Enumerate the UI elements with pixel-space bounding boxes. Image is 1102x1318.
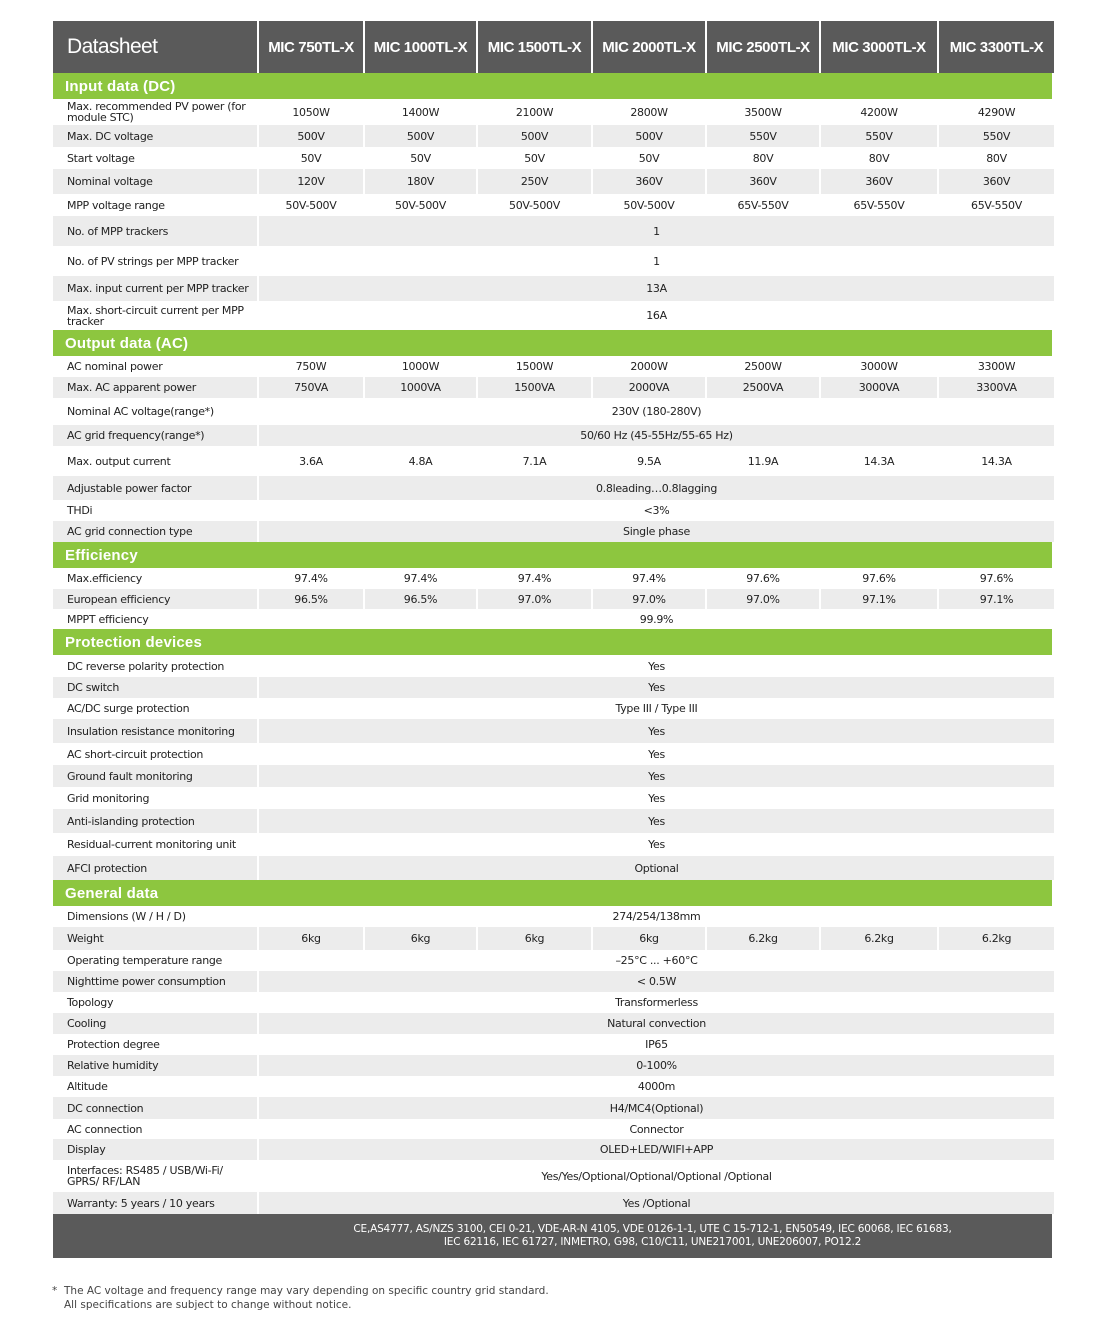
spec-label: Dimensions (W / H / D) bbox=[53, 906, 257, 927]
spec-value-all-models: 274/254/138mm bbox=[259, 906, 1054, 927]
spec-label: AC short-circuit protection bbox=[53, 743, 257, 765]
spec-row bbox=[53, 1119, 1052, 1139]
spec-row bbox=[53, 216, 1052, 246]
spec-value: 3000VA bbox=[821, 377, 937, 398]
spec-label: Interfaces: RS485 / USB/Wi-Fi/ GPRS/ RF/LAN bbox=[53, 1160, 257, 1192]
spec-label: Relative humidity bbox=[53, 1055, 257, 1076]
spec-value-all-models: H4/MC4(Optional) bbox=[259, 1097, 1054, 1119]
spec-label: AC nominal power bbox=[53, 356, 257, 377]
spec-value: 6kg bbox=[259, 927, 363, 950]
spec-value: 1500VA bbox=[478, 377, 591, 398]
spec-row bbox=[53, 950, 1052, 971]
spec-label: Max. recommended PV power (for module STC) bbox=[53, 99, 257, 125]
spec-value-all-models: OLED+LED/WIFI+APP bbox=[259, 1139, 1054, 1160]
model-header: MIC 3300TL-X bbox=[939, 21, 1054, 73]
spec-value: 360V bbox=[821, 169, 937, 194]
spec-label: Insulation resistance monitoring bbox=[53, 719, 257, 743]
spec-row bbox=[53, 246, 1052, 276]
spec-value-all-models: 13A bbox=[259, 276, 1054, 301]
spec-value: 2000VA bbox=[593, 377, 705, 398]
spec-value: 3300W bbox=[939, 356, 1054, 377]
spec-row bbox=[53, 765, 1052, 787]
spec-label: Display bbox=[53, 1139, 257, 1160]
spec-value: 750W bbox=[259, 356, 363, 377]
spec-label: Warranty: 5 years / 10 years bbox=[53, 1192, 257, 1214]
spec-row bbox=[53, 398, 1052, 425]
spec-label: No. of MPP trackers bbox=[53, 216, 257, 246]
spec-value-all-models: 1 bbox=[259, 216, 1054, 246]
spec-row bbox=[53, 1097, 1052, 1119]
spec-value: 4.8A bbox=[365, 446, 476, 476]
spec-value: 6kg bbox=[593, 927, 705, 950]
spec-label: MPPT efficiency bbox=[53, 609, 257, 629]
spec-value: 500V bbox=[593, 125, 705, 147]
spec-row bbox=[53, 301, 1052, 330]
spec-value: 50V-500V bbox=[593, 194, 705, 216]
model-header: MIC 1500TL-X bbox=[478, 21, 591, 73]
spec-label: Nominal AC voltage(range*) bbox=[53, 398, 257, 425]
spec-label: DC connection bbox=[53, 1097, 257, 1119]
spec-label: Protection degree bbox=[53, 1034, 257, 1055]
section-heading: Input data (DC) bbox=[53, 73, 1052, 99]
spec-label: Weight bbox=[53, 927, 257, 950]
spec-value: 97.6% bbox=[821, 568, 937, 589]
spec-row bbox=[53, 500, 1052, 521]
spec-value: 65V-550V bbox=[707, 194, 819, 216]
spec-value: 2500W bbox=[707, 356, 819, 377]
spec-row bbox=[53, 1055, 1052, 1076]
spec-row bbox=[53, 1139, 1052, 1160]
spec-label: Ground fault monitoring bbox=[53, 765, 257, 787]
spec-row bbox=[53, 971, 1052, 992]
spec-value: 1400W bbox=[365, 99, 476, 125]
spec-row bbox=[53, 1192, 1052, 1214]
spec-row bbox=[53, 377, 1052, 398]
spec-value: 4200W bbox=[821, 99, 937, 125]
certifications-line-1: CE,AS4777, AS/NZS 3100, CEI 0-21, VDE-AR-N 4105, VDE 0126-1-1, UTE C 15-712-1, EN50549, IEC 60068, IEC 61683, bbox=[353, 1223, 952, 1235]
spec-value: 80V bbox=[821, 147, 937, 169]
spec-value: 11.9A bbox=[707, 446, 819, 476]
spec-value: 97.1% bbox=[821, 589, 937, 609]
spec-value: 120V bbox=[259, 169, 363, 194]
spec-value-all-models: Yes bbox=[259, 677, 1054, 698]
spec-value: 6.2kg bbox=[939, 927, 1054, 950]
model-header: MIC 1000TL-X bbox=[365, 21, 476, 73]
spec-value: 50V-500V bbox=[478, 194, 591, 216]
spec-value: 97.4% bbox=[365, 568, 476, 589]
spec-label: DC reverse polarity protection bbox=[53, 655, 257, 677]
spec-value: 50V bbox=[259, 147, 363, 169]
spec-value-all-models: 1 bbox=[259, 246, 1054, 276]
spec-value-all-models: Yes bbox=[259, 833, 1054, 856]
spec-value: 97.4% bbox=[593, 568, 705, 589]
spec-row bbox=[53, 927, 1052, 950]
spec-value: 97.1% bbox=[939, 589, 1054, 609]
section-heading: Output data (AC) bbox=[53, 330, 1052, 356]
spec-value: 1500W bbox=[478, 356, 591, 377]
spec-value-all-models: Yes bbox=[259, 787, 1054, 809]
spec-value-all-models: Type III / Type III bbox=[259, 698, 1054, 719]
spec-row bbox=[53, 446, 1052, 476]
spec-value-all-models: 0-100% bbox=[259, 1055, 1054, 1076]
spec-value: 3000W bbox=[821, 356, 937, 377]
spec-row bbox=[53, 743, 1052, 765]
datasheet-title: Datasheet bbox=[53, 21, 257, 73]
model-header: MIC 2500TL-X bbox=[707, 21, 819, 73]
section-heading: Efficiency bbox=[53, 542, 1052, 568]
spec-value: 550V bbox=[707, 125, 819, 147]
spec-label: Anti-islanding protection bbox=[53, 809, 257, 833]
footnote-line-2: All specifications are subject to change without notice. bbox=[64, 1299, 352, 1311]
spec-value: 6.2kg bbox=[707, 927, 819, 950]
spec-label: Nighttime power consumption bbox=[53, 971, 257, 992]
spec-row bbox=[53, 99, 1052, 125]
spec-value-all-models: Single phase bbox=[259, 521, 1054, 542]
spec-row bbox=[53, 992, 1052, 1013]
spec-value: 500V bbox=[365, 125, 476, 147]
spec-label: Topology bbox=[53, 992, 257, 1013]
spec-label: THDi bbox=[53, 500, 257, 521]
spec-value: 2000W bbox=[593, 356, 705, 377]
spec-value: 1050W bbox=[259, 99, 363, 125]
spec-value: 500V bbox=[259, 125, 363, 147]
spec-value-all-models: Yes bbox=[259, 655, 1054, 677]
spec-value: 97.0% bbox=[593, 589, 705, 609]
spec-value-all-models: Yes /Optional bbox=[259, 1192, 1054, 1214]
spec-value: 750VA bbox=[259, 377, 363, 398]
spec-value: 550V bbox=[821, 125, 937, 147]
spec-value: 7.1A bbox=[478, 446, 591, 476]
spec-row bbox=[53, 276, 1052, 301]
spec-value: 2100W bbox=[478, 99, 591, 125]
certifications-footer bbox=[53, 1214, 1052, 1258]
spec-row bbox=[53, 833, 1052, 856]
spec-value: 6kg bbox=[365, 927, 476, 950]
spec-value-all-models: 16A bbox=[259, 301, 1054, 330]
spec-row bbox=[53, 809, 1052, 833]
spec-value: 97.6% bbox=[939, 568, 1054, 589]
spec-row bbox=[53, 1034, 1052, 1055]
spec-label: Altitude bbox=[53, 1076, 257, 1097]
footnote-star: * bbox=[52, 1285, 58, 1297]
spec-value: 50V-500V bbox=[365, 194, 476, 216]
spec-label: Max.efficiency bbox=[53, 568, 257, 589]
spec-row bbox=[53, 589, 1052, 609]
spec-value-all-models: Yes bbox=[259, 719, 1054, 743]
datasheet bbox=[53, 21, 1052, 1258]
spec-value: 2500VA bbox=[707, 377, 819, 398]
spec-label: European efficiency bbox=[53, 589, 257, 609]
spec-value: 3300VA bbox=[939, 377, 1054, 398]
spec-row bbox=[53, 425, 1052, 446]
spec-row bbox=[53, 677, 1052, 698]
spec-value: 360V bbox=[707, 169, 819, 194]
spec-row bbox=[53, 194, 1052, 216]
spec-value: 50V bbox=[593, 147, 705, 169]
spec-value-all-models: Connector bbox=[259, 1119, 1054, 1139]
spec-value: 97.6% bbox=[707, 568, 819, 589]
spec-value: 1000VA bbox=[365, 377, 476, 398]
spec-value: 14.3A bbox=[939, 446, 1054, 476]
model-header: MIC 2000TL-X bbox=[593, 21, 705, 73]
spec-label: Start voltage bbox=[53, 147, 257, 169]
spec-value-all-models: –25°C ... +60°C bbox=[259, 950, 1054, 971]
spec-label: Nominal voltage bbox=[53, 169, 257, 194]
spec-value: 50V bbox=[478, 147, 591, 169]
spec-row bbox=[53, 169, 1052, 194]
spec-value: 65V-550V bbox=[821, 194, 937, 216]
footnote-line-1: The AC voltage and frequency range may vary depending on specific country grid standard. bbox=[64, 1285, 549, 1297]
spec-row bbox=[53, 698, 1052, 719]
spec-label: Max. AC apparent power bbox=[53, 377, 257, 398]
spec-value: 97.0% bbox=[478, 589, 591, 609]
spec-row bbox=[53, 655, 1052, 677]
spec-label: DC switch bbox=[53, 677, 257, 698]
spec-value: 180V bbox=[365, 169, 476, 194]
spec-value: 250V bbox=[478, 169, 591, 194]
spec-value-all-models: 50/60 Hz (45-55Hz/55-65 Hz) bbox=[259, 425, 1054, 446]
spec-label: Grid monitoring bbox=[53, 787, 257, 809]
spec-value: 96.5% bbox=[365, 589, 476, 609]
spec-label: AFCI protection bbox=[53, 856, 257, 880]
spec-value: 97.4% bbox=[478, 568, 591, 589]
spec-label: AC/DC surge protection bbox=[53, 698, 257, 719]
spec-value: 550V bbox=[939, 125, 1054, 147]
spec-row bbox=[53, 356, 1052, 377]
spec-row bbox=[53, 147, 1052, 169]
spec-label: Max. input current per MPP tracker bbox=[53, 276, 257, 301]
model-header: MIC 750TL-X bbox=[259, 21, 363, 73]
spec-row bbox=[53, 1076, 1052, 1097]
spec-value: 97.4% bbox=[259, 568, 363, 589]
section-heading: Protection devices bbox=[53, 629, 1052, 655]
spec-value-all-models: 99.9% bbox=[259, 609, 1054, 629]
spec-value: 6kg bbox=[478, 927, 591, 950]
spec-label: Residual-current monitoring unit bbox=[53, 833, 257, 856]
spec-value: 50V-500V bbox=[259, 194, 363, 216]
spec-row bbox=[53, 787, 1052, 809]
spec-row bbox=[53, 125, 1052, 147]
spec-value: 3.6A bbox=[259, 446, 363, 476]
spec-value: 1000W bbox=[365, 356, 476, 377]
spec-row bbox=[53, 906, 1052, 927]
spec-value-all-models: <3% bbox=[259, 500, 1054, 521]
footnotes bbox=[52, 1284, 549, 1312]
spec-label: Adjustable power factor bbox=[53, 476, 257, 500]
spec-value-all-models: Yes bbox=[259, 743, 1054, 765]
spec-row bbox=[53, 521, 1052, 542]
spec-label: Cooling bbox=[53, 1013, 257, 1034]
spec-value-all-models: Yes bbox=[259, 809, 1054, 833]
spec-label: Max. output current bbox=[53, 446, 257, 476]
spec-value: 50V bbox=[365, 147, 476, 169]
spec-value: 360V bbox=[939, 169, 1054, 194]
spec-label: AC grid connection type bbox=[53, 521, 257, 542]
spec-value: 500V bbox=[478, 125, 591, 147]
spec-value-all-models: Yes bbox=[259, 765, 1054, 787]
spec-table bbox=[53, 73, 1052, 1214]
spec-value: 9.5A bbox=[593, 446, 705, 476]
spec-label: AC connection bbox=[53, 1119, 257, 1139]
spec-row bbox=[53, 568, 1052, 589]
model-header: MIC 3000TL-X bbox=[821, 21, 937, 73]
spec-value: 2800W bbox=[593, 99, 705, 125]
spec-value-all-models: Transformerless bbox=[259, 992, 1054, 1013]
spec-value: 3500W bbox=[707, 99, 819, 125]
section-heading: General data bbox=[53, 880, 1052, 906]
spec-value-all-models: < 0.5W bbox=[259, 971, 1054, 992]
spec-value-all-models: IP65 bbox=[259, 1034, 1054, 1055]
spec-value: 6.2kg bbox=[821, 927, 937, 950]
spec-value: 80V bbox=[939, 147, 1054, 169]
datasheet-header bbox=[53, 21, 1052, 73]
spec-row bbox=[53, 476, 1052, 500]
spec-value: 96.5% bbox=[259, 589, 363, 609]
spec-value: 4290W bbox=[939, 99, 1054, 125]
spec-value-all-models: 0.8leading…0.8lagging bbox=[259, 476, 1054, 500]
spec-value-all-models: Optional bbox=[259, 856, 1054, 880]
spec-label: No. of PV strings per MPP tracker bbox=[53, 246, 257, 276]
spec-label: AC grid frequency(range*) bbox=[53, 425, 257, 446]
spec-value-all-models: 4000m bbox=[259, 1076, 1054, 1097]
spec-value: 360V bbox=[593, 169, 705, 194]
spec-label: MPP voltage range bbox=[53, 194, 257, 216]
spec-row bbox=[53, 1160, 1052, 1192]
spec-value: 14.3A bbox=[821, 446, 937, 476]
spec-row bbox=[53, 609, 1052, 629]
spec-value-all-models: Natural convection bbox=[259, 1013, 1054, 1034]
spec-value-all-models: 230V (180-280V) bbox=[259, 398, 1054, 425]
spec-row bbox=[53, 719, 1052, 743]
spec-value: 97.0% bbox=[707, 589, 819, 609]
certifications-line-2: IEC 62116, IEC 61727, INMETRO, G98, C10/C11, UNE217001, UNE206007, PO12.2 bbox=[443, 1236, 862, 1248]
spec-row bbox=[53, 1013, 1052, 1034]
spec-label: Operating temperature range bbox=[53, 950, 257, 971]
spec-value: 65V-550V bbox=[939, 194, 1054, 216]
spec-label: Max. DC voltage bbox=[53, 125, 257, 147]
spec-value: 80V bbox=[707, 147, 819, 169]
spec-value-all-models: Yes/Yes/Optional/Optional/Optional /Optional bbox=[259, 1160, 1054, 1192]
spec-label: Max. short-circuit current per MPP tracker bbox=[53, 301, 257, 330]
spec-row bbox=[53, 856, 1052, 880]
